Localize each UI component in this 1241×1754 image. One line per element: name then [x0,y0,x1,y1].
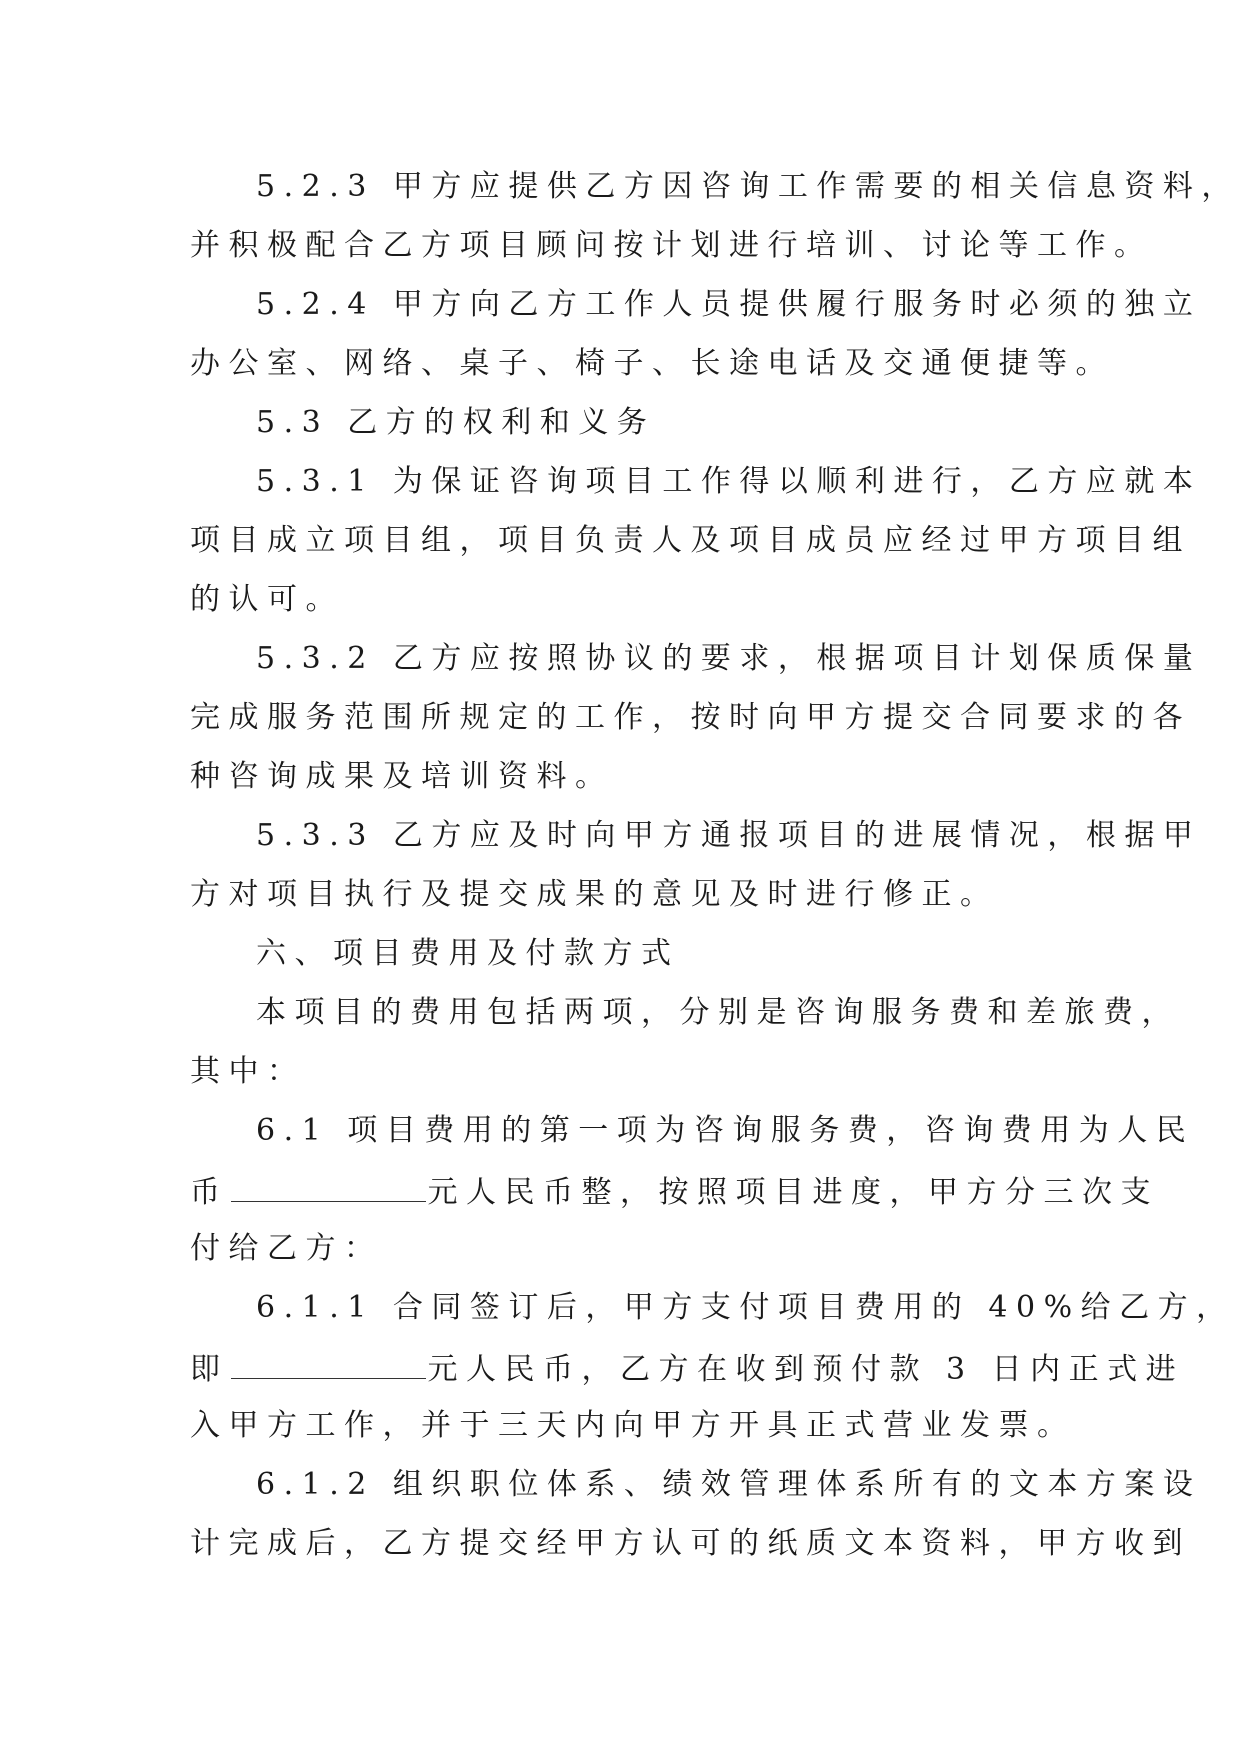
paragraph-line: 完成服务范围所规定的工作，按时向甲方提交合同要求的各 [190,700,1191,735]
line-suffix: 元人民币整，按照项目进度，甲方分三次支 [427,1175,1159,1210]
line-prefix: 即 [190,1352,229,1387]
paragraph-line-with-blank [190,1352,1184,1385]
fill-in-blank[interactable] [231,1175,426,1202]
line-prefix: 币 [190,1175,229,1210]
paragraph-line: 5.3.3 乙方应及时向甲方通报项目的进展情况，根据甲 [256,818,1202,853]
paragraph-line: 项目成立项目组，项目负责人及项目成员应经过甲方项目组 [190,523,1191,558]
paragraph-line: 6.1.1 合同签订后，甲方支付项目费用的 40%给乙方， [256,1290,1235,1325]
line-suffix: 元人民币，乙方在收到预付款 3 日内正式进 [427,1352,1185,1387]
paragraph-line: 5.2.4 甲方向乙方工作人员提供履行服务时必须的独立 [256,287,1202,322]
paragraph-line: 方对项目执行及提交成果的意见及时进行修正。 [190,877,999,912]
paragraph-line: 入甲方工作，并于三天内向甲方开具正式营业发票。 [190,1408,1076,1443]
paragraph-line: 种咨询成果及培训资料。 [190,759,614,794]
paragraph-line: 6.1.2 组织职位体系、绩效管理体系所有的文本方案设 [256,1467,1202,1502]
paragraph-line: 计完成后，乙方提交经甲方认可的纸质文本资料，甲方收到 [190,1526,1191,1561]
paragraph-line: 6.1 项目费用的第一项为咨询服务费，咨询费用为人民 [256,1113,1195,1148]
paragraph-line: 5.2.3 甲方应提供乙方因咨询工作需要的相关信息资料， [256,169,1240,204]
paragraph-line: 办公室、网络、桌子、椅子、长途电话及交通便捷等。 [190,346,1114,381]
section-heading: 六、项目费用及付款方式 [256,936,680,971]
paragraph-line: 5.3.2 乙方应按照协议的要求，根据项目计划保质保量 [256,641,1202,676]
fill-in-blank[interactable] [231,1352,426,1379]
paragraph-line: 付给乙方： [190,1231,383,1266]
paragraph-line: 的认可。 [190,582,344,617]
section-heading: 5.3 乙方的权利和义务 [256,405,656,440]
paragraph-line: 本项目的费用包括两项，分别是咨询服务费和差旅费， [256,995,1180,1030]
paragraph-line: 5.3.1 为保证咨询项目工作得以顺利进行，乙方应就本 [256,464,1202,499]
paragraph-line-with-blank [190,1175,1159,1208]
paragraph-line: 其中： [190,1054,306,1089]
paragraph-line: 并积极配合乙方项目顾问按计划进行培训、讨论等工作。 [190,228,1153,263]
